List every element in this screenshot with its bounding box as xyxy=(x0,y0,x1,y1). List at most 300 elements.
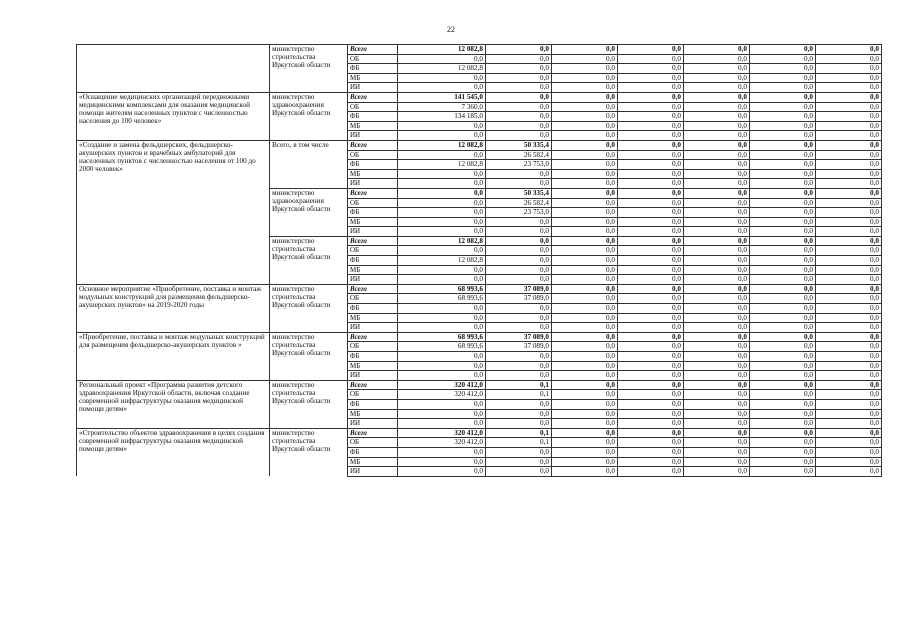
amount-cell: 0,0 xyxy=(618,217,684,227)
amount-cell: 0,0 xyxy=(398,198,486,208)
amount-cell: 0,0 xyxy=(618,265,684,275)
amount-cell: 0,0 xyxy=(750,409,816,419)
amount-cell: 0,0 xyxy=(398,419,486,429)
amount-cell: 0,0 xyxy=(816,294,882,304)
activity-description: «Оснащение медицинских организаций передвижными медицинскими комплексами для оказания медицинской помощи жителям населенных пунктов с численностью населения до 100 человек» xyxy=(77,92,270,140)
amount-cell: 0,0 xyxy=(552,150,618,160)
amount-cell: 0,0 xyxy=(750,265,816,275)
amount-cell: 0,0 xyxy=(684,179,750,189)
amount-cell: 0,0 xyxy=(750,64,816,74)
amount-cell: 0,0 xyxy=(816,45,882,55)
funding-source: ФБ xyxy=(348,304,398,314)
amount-cell: 141 545,0 xyxy=(398,92,486,102)
amount-cell: 0,0 xyxy=(552,332,618,342)
funding-source: Всего xyxy=(348,428,398,438)
amount-cell: 0,0 xyxy=(750,380,816,390)
amount-cell: 68 993,6 xyxy=(398,294,486,304)
funding-source: ОБ xyxy=(348,294,398,304)
amount-cell: 37 089,0 xyxy=(486,332,552,342)
amount-cell: 68 993,6 xyxy=(398,342,486,352)
amount-cell: 0,1 xyxy=(486,390,552,400)
amount-cell: 0,0 xyxy=(486,313,552,323)
amount-cell: 0,0 xyxy=(816,227,882,237)
funding-source: МБ xyxy=(348,361,398,371)
amount-cell: 0,0 xyxy=(618,246,684,256)
table-row xyxy=(77,380,882,390)
amount-cell: 0,0 xyxy=(750,294,816,304)
amount-cell: 23 753,0 xyxy=(486,160,552,170)
amount-cell: 0,0 xyxy=(816,92,882,102)
amount-cell: 320 412,0 xyxy=(398,438,486,448)
amount-cell: 68 993,6 xyxy=(398,284,486,294)
amount-cell: 0,0 xyxy=(750,217,816,227)
amount-cell: 0,0 xyxy=(398,323,486,333)
amount-cell: 0,0 xyxy=(816,64,882,74)
amount-cell: 0,0 xyxy=(684,227,750,237)
amount-cell: 0,0 xyxy=(618,102,684,112)
amount-cell: 0,0 xyxy=(618,121,684,131)
funding-source: ОБ xyxy=(348,390,398,400)
amount-cell: 0,0 xyxy=(486,112,552,122)
amount-cell: 0,0 xyxy=(552,313,618,323)
amount-cell: 0,0 xyxy=(618,380,684,390)
amount-cell: 0,0 xyxy=(816,188,882,198)
amount-cell: 0,0 xyxy=(486,179,552,189)
amount-cell: 0,0 xyxy=(618,83,684,93)
amount-cell: 0,0 xyxy=(398,169,486,179)
amount-cell: 0,0 xyxy=(486,121,552,131)
amount-cell: 0,0 xyxy=(750,131,816,141)
amount-cell: 7 360,0 xyxy=(398,102,486,112)
amount-cell: 0,0 xyxy=(816,208,882,218)
amount-cell: 0,0 xyxy=(398,467,486,477)
amount-cell: 0,0 xyxy=(618,112,684,122)
amount-cell: 0,0 xyxy=(618,284,684,294)
amount-cell: 0,0 xyxy=(552,390,618,400)
amount-cell: 0,0 xyxy=(684,121,750,131)
amount-cell: 0,0 xyxy=(552,399,618,409)
amount-cell: 0,0 xyxy=(486,236,552,246)
amount-cell: 0,0 xyxy=(750,236,816,246)
amount-cell: 0,0 xyxy=(552,447,618,457)
amount-cell: 0,0 xyxy=(486,246,552,256)
amount-cell: 0,0 xyxy=(816,217,882,227)
amount-cell: 0,0 xyxy=(486,467,552,477)
amount-cell: 0,0 xyxy=(816,352,882,362)
funding-source: ОБ xyxy=(348,198,398,208)
amount-cell: 0,0 xyxy=(552,467,618,477)
amount-cell: 0,0 xyxy=(618,208,684,218)
amount-cell: 0,0 xyxy=(684,332,750,342)
amount-cell: 0,0 xyxy=(398,83,486,93)
amount-cell: 0,0 xyxy=(750,419,816,429)
funding-source: МБ xyxy=(348,313,398,323)
funding-source: ФБ xyxy=(348,64,398,74)
amount-cell: 0,0 xyxy=(552,121,618,131)
amount-cell: 0,0 xyxy=(750,208,816,218)
responsible-executor: министерство здравоохранения Иркутской области xyxy=(270,188,348,236)
amount-cell: 0,0 xyxy=(398,188,486,198)
amount-cell: 0,0 xyxy=(552,73,618,83)
amount-cell: 0,0 xyxy=(618,323,684,333)
amount-cell: 0,0 xyxy=(684,188,750,198)
amount-cell: 0,0 xyxy=(552,342,618,352)
amount-cell: 0,0 xyxy=(486,275,552,285)
responsible-executor: Всего, в том числе xyxy=(270,140,348,188)
funding-source: ИИ xyxy=(348,179,398,189)
amount-cell: 0,0 xyxy=(684,169,750,179)
amount-cell: 0,0 xyxy=(816,140,882,150)
funding-source: МБ xyxy=(348,265,398,275)
funding-source: ИИ xyxy=(348,131,398,141)
amount-cell: 0,0 xyxy=(618,390,684,400)
amount-cell: 0,0 xyxy=(398,150,486,160)
amount-cell: 0,0 xyxy=(618,198,684,208)
amount-cell: 68 993,6 xyxy=(398,332,486,342)
amount-cell: 0,1 xyxy=(486,438,552,448)
amount-cell: 0,0 xyxy=(684,131,750,141)
amount-cell: 0,0 xyxy=(750,457,816,467)
amount-cell: 0,0 xyxy=(618,179,684,189)
amount-cell: 0,0 xyxy=(552,227,618,237)
amount-cell: 0,0 xyxy=(684,102,750,112)
amount-cell: 0,0 xyxy=(486,352,552,362)
amount-cell: 0,0 xyxy=(398,73,486,83)
amount-cell: 0,0 xyxy=(684,256,750,266)
amount-cell: 0,0 xyxy=(816,102,882,112)
funding-source: Всего xyxy=(348,236,398,246)
amount-cell: 0,0 xyxy=(486,447,552,457)
amount-cell: 0,0 xyxy=(750,256,816,266)
amount-cell: 0,0 xyxy=(750,169,816,179)
amount-cell: 0,0 xyxy=(816,304,882,314)
amount-cell: 0,0 xyxy=(618,227,684,237)
amount-cell: 0,0 xyxy=(486,399,552,409)
amount-cell: 0,0 xyxy=(398,313,486,323)
amount-cell: 0,0 xyxy=(618,352,684,362)
amount-cell: 0,0 xyxy=(486,323,552,333)
amount-cell: 12 082,8 xyxy=(398,256,486,266)
amount-cell: 26 582,4 xyxy=(486,198,552,208)
responsible-executor: министерство строительства Иркутской области xyxy=(270,332,348,380)
amount-cell: 0,0 xyxy=(816,409,882,419)
amount-cell: 0,0 xyxy=(816,121,882,131)
amount-cell: 0,0 xyxy=(750,284,816,294)
amount-cell: 12 082,8 xyxy=(398,140,486,150)
amount-cell: 0,0 xyxy=(486,217,552,227)
amount-cell: 0,0 xyxy=(552,83,618,93)
amount-cell: 0,0 xyxy=(684,265,750,275)
funding-source: МБ xyxy=(348,121,398,131)
amount-cell: 0,0 xyxy=(684,361,750,371)
funding-source: ОБ xyxy=(348,246,398,256)
amount-cell: 0,0 xyxy=(486,131,552,141)
amount-cell: 0,0 xyxy=(398,227,486,237)
amount-cell: 0,0 xyxy=(618,428,684,438)
funding-source: Всего xyxy=(348,332,398,342)
funding-source: ОБ xyxy=(348,438,398,448)
funding-source: ФБ xyxy=(348,160,398,170)
amount-cell: 0,0 xyxy=(398,371,486,381)
amount-cell: 0,0 xyxy=(750,73,816,83)
amount-cell: 0,0 xyxy=(618,64,684,74)
amount-cell: 0,0 xyxy=(684,371,750,381)
amount-cell: 0,0 xyxy=(684,390,750,400)
amount-cell: 0,0 xyxy=(618,419,684,429)
amount-cell: 0,0 xyxy=(750,140,816,150)
responsible-executor: министерство строительства Иркутской области xyxy=(270,45,348,93)
amount-cell: 0,0 xyxy=(398,361,486,371)
amount-cell: 0,0 xyxy=(618,92,684,102)
funding-source: ФБ xyxy=(348,447,398,457)
amount-cell: 0,0 xyxy=(816,73,882,83)
amount-cell: 0,0 xyxy=(684,64,750,74)
amount-cell: 0,0 xyxy=(486,419,552,429)
amount-cell: 0,0 xyxy=(750,160,816,170)
amount-cell: 12 082,8 xyxy=(398,64,486,74)
table-row xyxy=(77,45,882,55)
amount-cell: 0,0 xyxy=(816,438,882,448)
amount-cell: 0,0 xyxy=(816,131,882,141)
table-row xyxy=(77,284,882,294)
amount-cell: 0,0 xyxy=(684,208,750,218)
amount-cell: 0,0 xyxy=(750,227,816,237)
amount-cell: 0,0 xyxy=(618,438,684,448)
amount-cell: 0,0 xyxy=(684,284,750,294)
amount-cell: 0,0 xyxy=(618,150,684,160)
amount-cell: 0,0 xyxy=(816,361,882,371)
amount-cell: 0,0 xyxy=(816,150,882,160)
amount-cell: 0,0 xyxy=(684,352,750,362)
amount-cell: 0,0 xyxy=(552,352,618,362)
funding-source: ИИ xyxy=(348,419,398,429)
amount-cell: 0,0 xyxy=(750,188,816,198)
amount-cell: 0,0 xyxy=(684,140,750,150)
amount-cell: 0,0 xyxy=(618,447,684,457)
amount-cell: 0,0 xyxy=(552,419,618,429)
amount-cell: 0,0 xyxy=(552,140,618,150)
amount-cell: 0,0 xyxy=(750,121,816,131)
funding-source: Всего xyxy=(348,45,398,55)
amount-cell: 0,0 xyxy=(750,54,816,64)
table-row xyxy=(77,92,882,102)
amount-cell: 0,0 xyxy=(618,275,684,285)
amount-cell: 0,0 xyxy=(486,102,552,112)
amount-cell: 0,0 xyxy=(618,332,684,342)
activity-description: «Создание и замена фельдшерских, фельдшерско-акушерских пунктов и врачебных амбулаторий для населенных пунктов с численностью населения от 100 до 2000 человек» xyxy=(77,140,270,284)
amount-cell: 0,0 xyxy=(684,150,750,160)
funding-source: ИИ xyxy=(348,371,398,381)
amount-cell: 0,0 xyxy=(684,198,750,208)
amount-cell: 0,0 xyxy=(486,64,552,74)
amount-cell: 0,0 xyxy=(816,380,882,390)
amount-cell: 0,0 xyxy=(684,246,750,256)
funding-source: ФБ xyxy=(348,352,398,362)
amount-cell: 0,0 xyxy=(816,246,882,256)
amount-cell: 0,0 xyxy=(398,275,486,285)
amount-cell: 0,0 xyxy=(618,188,684,198)
amount-cell: 0,0 xyxy=(398,121,486,131)
funding-source: ФБ xyxy=(348,112,398,122)
amount-cell: 0,0 xyxy=(552,323,618,333)
amount-cell: 0,0 xyxy=(684,275,750,285)
amount-cell: 0,0 xyxy=(486,361,552,371)
amount-cell: 0,0 xyxy=(486,45,552,55)
amount-cell: 0,0 xyxy=(816,323,882,333)
amount-cell: 0,0 xyxy=(552,64,618,74)
amount-cell: 12 082,8 xyxy=(398,236,486,246)
amount-cell: 0,0 xyxy=(750,390,816,400)
amount-cell: 0,0 xyxy=(750,92,816,102)
amount-cell: 0,0 xyxy=(684,217,750,227)
table-row xyxy=(77,332,882,342)
amount-cell: 0,0 xyxy=(618,294,684,304)
amount-cell: 0,0 xyxy=(816,256,882,266)
amount-cell: 0,0 xyxy=(398,265,486,275)
funding-source: ФБ xyxy=(348,256,398,266)
funding-source: ФБ xyxy=(348,208,398,218)
activity-description xyxy=(77,45,270,93)
amount-cell: 0,0 xyxy=(552,236,618,246)
funding-source: Всего xyxy=(348,140,398,150)
amount-cell: 0,0 xyxy=(552,284,618,294)
amount-cell: 50 335,4 xyxy=(486,140,552,150)
amount-cell: 0,0 xyxy=(618,342,684,352)
amount-cell: 37 089,0 xyxy=(486,284,552,294)
amount-cell: 0,0 xyxy=(684,323,750,333)
amount-cell: 0,0 xyxy=(816,284,882,294)
amount-cell: 0,0 xyxy=(750,399,816,409)
activity-description: Региональный проект «Программа развития детского здравоохранения Иркутской области, включая создание современной инфраструктуры оказания медицинской помощи детям» xyxy=(77,380,270,428)
funding-source: ОБ xyxy=(348,150,398,160)
amount-cell: 0,0 xyxy=(816,83,882,93)
amount-cell: 0,1 xyxy=(486,380,552,390)
amount-cell: 0,0 xyxy=(750,83,816,93)
amount-cell: 0,0 xyxy=(552,380,618,390)
amount-cell: 0,0 xyxy=(486,227,552,237)
amount-cell: 0,0 xyxy=(750,304,816,314)
amount-cell: 0,0 xyxy=(618,361,684,371)
funding-table xyxy=(76,44,882,477)
activity-description: «Приобретение, поставка и монтаж модульных конструкций для размещения фельдшерско-акушерских пунктов » xyxy=(77,332,270,380)
amount-cell: 0,0 xyxy=(816,198,882,208)
amount-cell: 0,0 xyxy=(618,457,684,467)
amount-cell: 0,0 xyxy=(486,54,552,64)
amount-cell: 0,0 xyxy=(684,399,750,409)
amount-cell: 0,0 xyxy=(816,390,882,400)
funding-table-body xyxy=(77,45,882,477)
amount-cell: 0,0 xyxy=(684,73,750,83)
amount-cell: 0,0 xyxy=(618,140,684,150)
amount-cell: 0,0 xyxy=(552,361,618,371)
funding-source: ОБ xyxy=(348,102,398,112)
amount-cell: 0,0 xyxy=(618,399,684,409)
amount-cell: 0,0 xyxy=(552,169,618,179)
amount-cell: 0,0 xyxy=(486,265,552,275)
amount-cell: 0,0 xyxy=(618,256,684,266)
funding-source: МБ xyxy=(348,409,398,419)
amount-cell: 0,0 xyxy=(552,45,618,55)
amount-cell: 0,0 xyxy=(398,304,486,314)
amount-cell: 0,0 xyxy=(684,92,750,102)
amount-cell: 12 082,8 xyxy=(398,45,486,55)
amount-cell: 0,0 xyxy=(684,467,750,477)
activity-description: Основное мероприятие «Приобретение, поставка и монтаж модульных конструкций для размещения фельдшерско-акушерских пунктов» на 2019-2020 годы xyxy=(77,284,270,332)
amount-cell: 0,0 xyxy=(684,112,750,122)
amount-cell: 0,0 xyxy=(398,409,486,419)
amount-cell: 0,0 xyxy=(816,467,882,477)
amount-cell: 0,0 xyxy=(684,313,750,323)
amount-cell: 0,0 xyxy=(750,438,816,448)
funding-source: МБ xyxy=(348,73,398,83)
amount-cell: 0,0 xyxy=(486,92,552,102)
funding-source: ОБ xyxy=(348,342,398,352)
amount-cell: 0,0 xyxy=(816,447,882,457)
amount-cell: 0,0 xyxy=(618,236,684,246)
amount-cell: 0,0 xyxy=(750,246,816,256)
amount-cell: 0,0 xyxy=(618,73,684,83)
amount-cell: 0,0 xyxy=(618,304,684,314)
amount-cell: 0,0 xyxy=(552,371,618,381)
amount-cell: 0,0 xyxy=(552,188,618,198)
amount-cell: 0,0 xyxy=(684,342,750,352)
responsible-executor: министерство здравоохранения Иркутской области xyxy=(270,92,348,140)
amount-cell: 0,0 xyxy=(684,447,750,457)
amount-cell: 0,0 xyxy=(552,131,618,141)
amount-cell: 0,0 xyxy=(552,179,618,189)
amount-cell: 12 082,8 xyxy=(398,160,486,170)
amount-cell: 0,0 xyxy=(684,438,750,448)
amount-cell: 0,0 xyxy=(552,102,618,112)
amount-cell: 0,0 xyxy=(816,457,882,467)
amount-cell: 0,0 xyxy=(552,198,618,208)
amount-cell: 0,0 xyxy=(816,428,882,438)
amount-cell: 0,0 xyxy=(750,275,816,285)
amount-cell: 0,0 xyxy=(816,313,882,323)
amount-cell: 0,0 xyxy=(552,208,618,218)
amount-cell: 0,0 xyxy=(684,419,750,429)
amount-cell: 0,0 xyxy=(398,54,486,64)
amount-cell: 0,0 xyxy=(486,73,552,83)
amount-cell: 0,0 xyxy=(552,438,618,448)
amount-cell: 0,0 xyxy=(816,371,882,381)
amount-cell: 0,0 xyxy=(486,169,552,179)
amount-cell: 0,0 xyxy=(486,304,552,314)
funding-source: Всего xyxy=(348,380,398,390)
amount-cell: 0,0 xyxy=(816,54,882,64)
funding-source: МБ xyxy=(348,457,398,467)
funding-source: ИИ xyxy=(348,467,398,477)
amount-cell: 0,0 xyxy=(684,45,750,55)
amount-cell: 0,0 xyxy=(618,131,684,141)
funding-source: Всего xyxy=(348,284,398,294)
amount-cell: 0,0 xyxy=(816,265,882,275)
amount-cell: 0,0 xyxy=(816,236,882,246)
amount-cell: 0,0 xyxy=(816,160,882,170)
amount-cell: 23 753,0 xyxy=(486,208,552,218)
amount-cell: 0,0 xyxy=(684,304,750,314)
responsible-executor: министерство строительства Иркутской области xyxy=(270,236,348,284)
amount-cell: 0,0 xyxy=(486,83,552,93)
amount-cell: 0,0 xyxy=(684,160,750,170)
amount-cell: 0,0 xyxy=(750,467,816,477)
table-row xyxy=(77,140,882,150)
amount-cell: 0,0 xyxy=(750,342,816,352)
amount-cell: 320 412,0 xyxy=(398,390,486,400)
page-number: 22 xyxy=(447,25,455,34)
amount-cell: 0,0 xyxy=(552,409,618,419)
amount-cell: 0,0 xyxy=(552,112,618,122)
